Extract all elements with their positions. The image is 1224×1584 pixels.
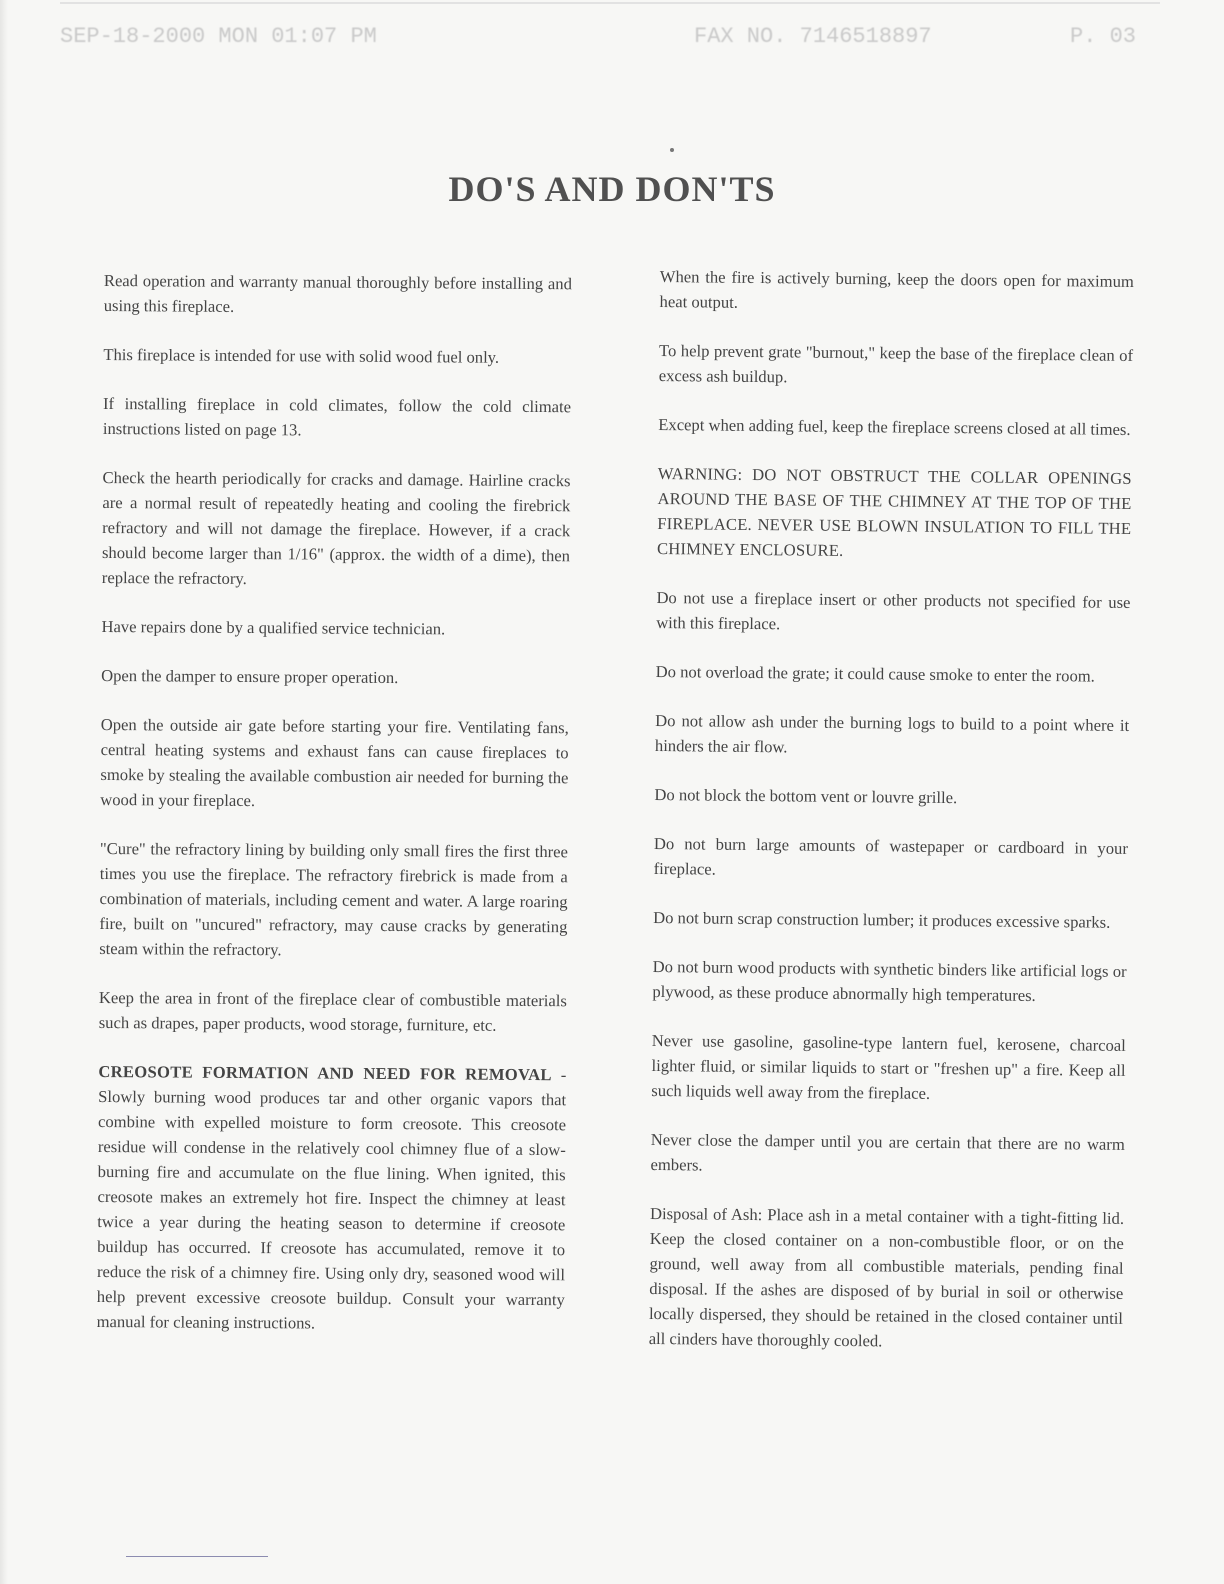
paragraph: If installing fireplace in cold climates, follow the cold climate instructions listed on page 13. bbox=[102, 393, 572, 440]
paragraph: To help prevent grate "burnout," keep the base of the fireplace clean of excess ash buildup. bbox=[658, 340, 1134, 387]
paragraph: Do not block the bottom vent or louvre grille. bbox=[654, 784, 958, 808]
paragraph: Do not allow ash under the burning logs to build to a point where it hinders the air flow. bbox=[654, 710, 1130, 757]
paragraph: Never use gasoline, gasoline-type lantern fuel, kerosene, charcoal lighter fluid, or similar liquids to start or "freshen up" a fire. Keep all such liquids well away from the fireplace. bbox=[651, 1030, 1126, 1103]
paragraph: Check the hearth periodically for cracks and damage. Hairline cracks are a normal result of repeatedly heating and cooling the firebrick refractory and will not damage the fireplace. However, if a crack should become larger than 1/16" (approx. the width of a dime), then replace the refractory. bbox=[101, 467, 571, 589]
paragraph: When the fire is actively burning, keep the doors open for maximum heat output. bbox=[659, 266, 1134, 312]
footnote-rule bbox=[126, 1556, 268, 1557]
paragraph: This fireplace is intended for use with solid wood fuel only. bbox=[103, 344, 500, 367]
paragraph: Open the outside air gate before starting your fire. Ventilating fans, central heating systems and exhaust fans can cause fireplaces to smoke by stealing the available combustion air needed for burning the wood in your fireplace. bbox=[100, 714, 569, 811]
scan-speck bbox=[670, 148, 674, 152]
paragraph: Have repairs done by a qualified service technician. bbox=[101, 616, 446, 639]
fax-page: P. 03 bbox=[1070, 24, 1137, 49]
right-column bbox=[648, 264, 1134, 1380]
paragraph: Except when adding fuel, keep the fireplace screens closed at all times. bbox=[658, 414, 1131, 439]
fax-top-line bbox=[60, 2, 1160, 4]
paragraph: "Cure" the refractory lining by building only small fires the first three times you use the fireplace. The refractory firebrick is made from a combination of materials, including cement and water. A large roaring fire, built on "uncured" refractory, may cause cracks by generating steam within the refractory. bbox=[99, 838, 569, 960]
paragraph: Never close the damper until you are certain that there are no warm embers. bbox=[650, 1129, 1125, 1175]
paragraph: Do not burn scrap construction lumber; it produces excessive sparks. bbox=[653, 907, 1111, 932]
paragraph: Keep the area in front of the fireplace clear of combustible materials such as drapes, paper products, wood storage, furniture, etc. bbox=[98, 987, 567, 1035]
paragraph: Do not use a fireplace insert or other products not specified for use with this fireplace. bbox=[656, 587, 1131, 634]
warning-notice: WARNING: DO NOT OBSTRUCT THE COLLAR OPENINGS AROUND THE BASE OF THE CHIMNEY AT THE TOP OF THE FIREPLACE. NEVER USE BLOWN INSULATION TO FILL THE CHIMNEY ENCLOSURE. bbox=[656, 463, 1132, 560]
fax-header bbox=[60, 18, 1150, 58]
paragraph: Do not burn wood products with synthetic binders like artificial logs or plywood, as these produce abnormally high temperatures. bbox=[652, 956, 1127, 1005]
creosote-body: - Slowly burning wood produces tar and other organic vapors that combine with expelled moisture to form creosote. This creosote residue will condense in the relatively cool chimney flue of a slow-burning fire and accumulate on the flue lining. When ignited, this creosote makes an extremely hot fire. Inspect the chimney at least twice a year during the heating season to determine if creosote buildup has occurred. If creosote has accumulated, remove it to reduce the risk of a chimney fire. Using only dry, seasoned wood will help prevent excessive creosote buildup. Consult your warranty manual for cleaning instructions. bbox=[96, 1065, 567, 1333]
page-title: DO'S AND DON'TS bbox=[448, 169, 776, 209]
paragraph: Do not overload the grate; it could cause smoke to enter the room. bbox=[655, 661, 1095, 686]
paragraph: Open the damper to ensure proper operation. bbox=[101, 665, 399, 688]
creosote-section bbox=[97, 1059, 567, 1337]
scan-edge-shadow bbox=[0, 0, 8, 1584]
paragraph: Disposal of Ash: Place ash in a metal container with a tight-fitting lid. Keep the closed container on a non-combustible floor, or on the ground, well away from all combustible materials, pending final disposal. If the ashes are disposed of by burial in soil or otherwise locally dispersed, they should be retained in the closed container until all cinders have thoroughly cooled. bbox=[648, 1203, 1125, 1351]
creosote-heading: CREOSOTE FORMATION AND NEED FOR REMOVAL bbox=[98, 1061, 552, 1085]
left-column bbox=[96, 268, 572, 1361]
fax-timestamp: SEP-18-2000 MON 01:07 PM bbox=[60, 24, 377, 49]
paragraph: Read operation and warranty manual thoroughly before installing and using this fireplace. bbox=[103, 270, 572, 316]
paragraph: Do not burn large amounts of wastepaper or cardboard in your fireplace. bbox=[653, 833, 1129, 879]
fax-number: FAX NO. 7146518897 bbox=[694, 24, 932, 49]
